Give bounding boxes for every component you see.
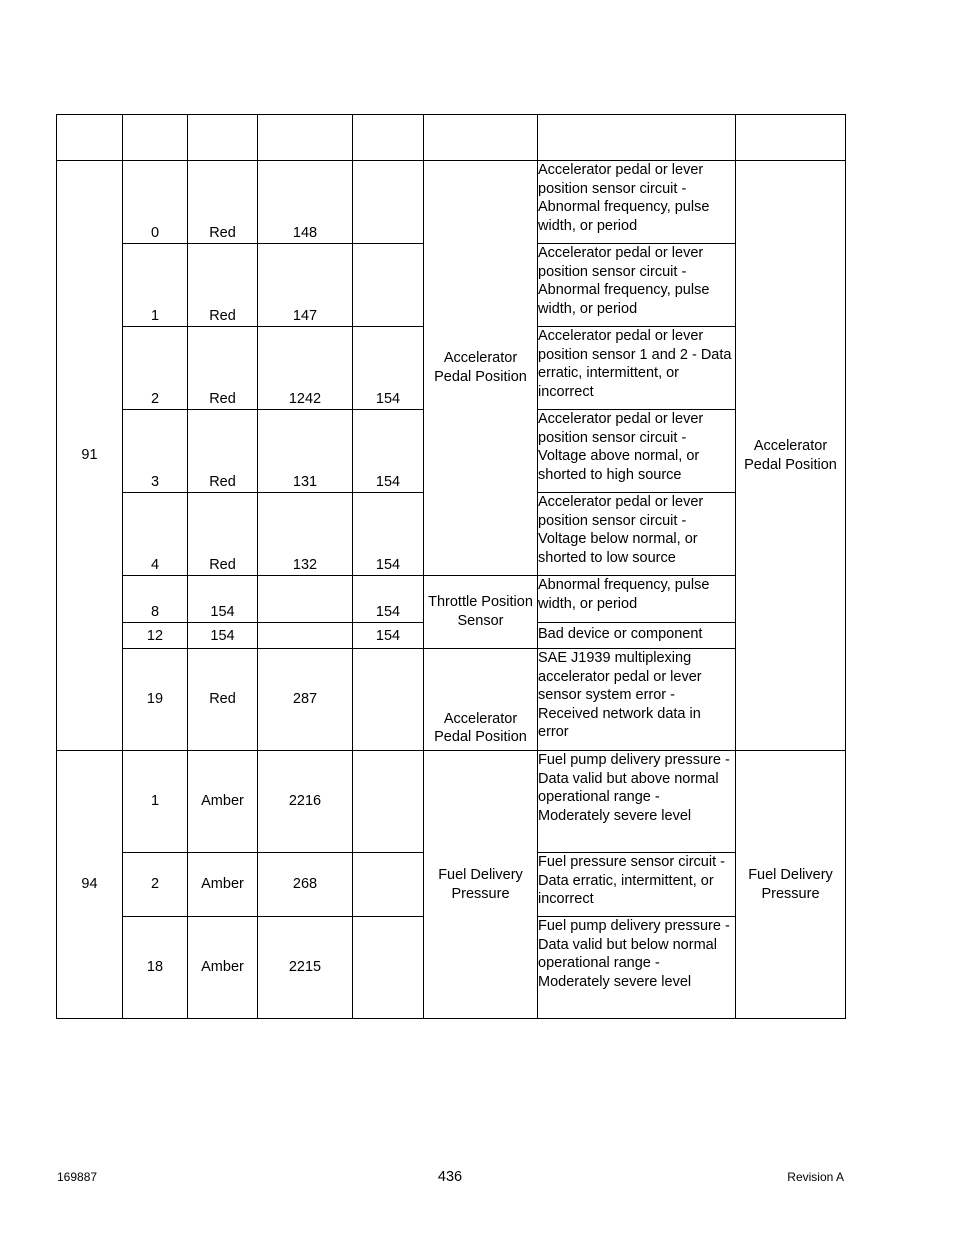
fmi-cell: 8 [123,576,188,623]
header-cell-fmi [123,115,188,161]
code-cell: 147 [258,244,353,327]
code-cell [353,751,424,853]
code-cell [258,576,353,623]
code-cell: 154 [353,576,424,623]
fmi-cell: 2 [123,327,188,410]
fmi-cell: 19 [123,649,188,751]
component-cell: Fuel Delivery Pressure [424,751,538,1019]
header-cell-description [538,115,736,161]
fmi-cell: 3 [123,410,188,493]
code-cell: 287 [258,649,353,751]
lamp-cell: 154 [188,623,258,649]
description-cell: Accelerator pedal or lever position sensor circuit - Voltage below normal, or shorted to low source [538,493,736,576]
code-cell [353,917,424,1019]
lamp-cell: Red [188,410,258,493]
category-cell: Accelerator Pedal Position [736,161,846,751]
description-cell: Accelerator pedal or lever position sensor circuit - Voltage above normal, or shorted to high source [538,410,736,493]
spn-cell: 91 [57,161,123,751]
fmi-cell: 2 [123,853,188,917]
code-cell [353,244,424,327]
header-cell-component [424,115,538,161]
lamp-cell: Red [188,244,258,327]
table-row [57,649,846,751]
code-cell: 154 [353,493,424,576]
revision-label: Revision A [787,1170,844,1184]
header-cell-code-2 [353,115,424,161]
code-cell [353,853,424,917]
lamp-cell: Red [188,327,258,410]
lamp-cell: Amber [188,751,258,853]
code-cell: 2215 [258,917,353,1019]
component-cell: Accelerator Pedal Position [424,161,538,576]
spn-cell: 94 [57,751,123,1019]
lamp-cell: Red [188,493,258,576]
table-header [57,115,846,161]
code-cell: 132 [258,493,353,576]
category-cell: Fuel Delivery Pressure [736,751,846,1019]
description-cell: Accelerator pedal or lever position sensor circuit - Abnormal frequency, pulse width, or period [538,244,736,327]
fmi-cell: 1 [123,751,188,853]
table-row [57,751,846,853]
code-cell [353,161,424,244]
description-cell: Accelerator pedal or lever position sensor circuit - Abnormal frequency, pulse width, or period [538,161,736,244]
header-cell-category [736,115,846,161]
description-cell: Fuel pump delivery pressure - Data valid but below normal operational range - Moderately severe level [538,917,736,1019]
description-cell: Bad device or component [538,623,736,649]
code-cell [258,623,353,649]
fmi-cell: 4 [123,493,188,576]
table-row [57,161,846,244]
fmi-cell: 12 [123,623,188,649]
code-cell: 2216 [258,751,353,853]
code-cell: 154 [353,410,424,493]
document-number: 169887 [57,1170,98,1184]
code-cell: 131 [258,410,353,493]
description-cell: SAE J1939 multiplexing accelerator pedal or lever sensor system error - Received network data in error [538,649,736,751]
component-cell: Throttle Position Sensor [424,576,538,649]
lamp-cell: Amber [188,917,258,1019]
lamp-cell: Red [188,649,258,751]
table-body [57,161,846,1019]
lamp-cell: 154 [188,576,258,623]
header-cell-lamp [188,115,258,161]
description-cell: Abnormal frequency, pulse width, or period [538,576,736,623]
description-cell: Fuel pump delivery pressure - Data valid but above normal operational range - Moderately severe level [538,751,736,853]
description-cell: Fuel pressure sensor circuit - Data erratic, intermittent, or incorrect [538,853,736,917]
code-cell: 154 [353,327,424,410]
lamp-cell: Amber [188,853,258,917]
table-row [57,576,846,623]
code-cell: 1242 [258,327,353,410]
page-number: 436 [437,1169,463,1185]
description-cell: Accelerator pedal or lever position sensor 1 and 2 - Data erratic, intermittent, or incorrect [538,327,736,410]
component-cell: Accelerator Pedal Position [424,649,538,751]
lamp-cell: Red [188,161,258,244]
code-cell [353,649,424,751]
header-cell-code-1 [258,115,353,161]
fmi-cell: 1 [123,244,188,327]
code-cell: 148 [258,161,353,244]
header-row [57,115,846,161]
fault-code-table [56,114,846,1019]
fmi-cell: 0 [123,161,188,244]
code-cell: 154 [353,623,424,649]
header-cell-spn [57,115,123,161]
code-cell: 268 [258,853,353,917]
fmi-cell: 18 [123,917,188,1019]
